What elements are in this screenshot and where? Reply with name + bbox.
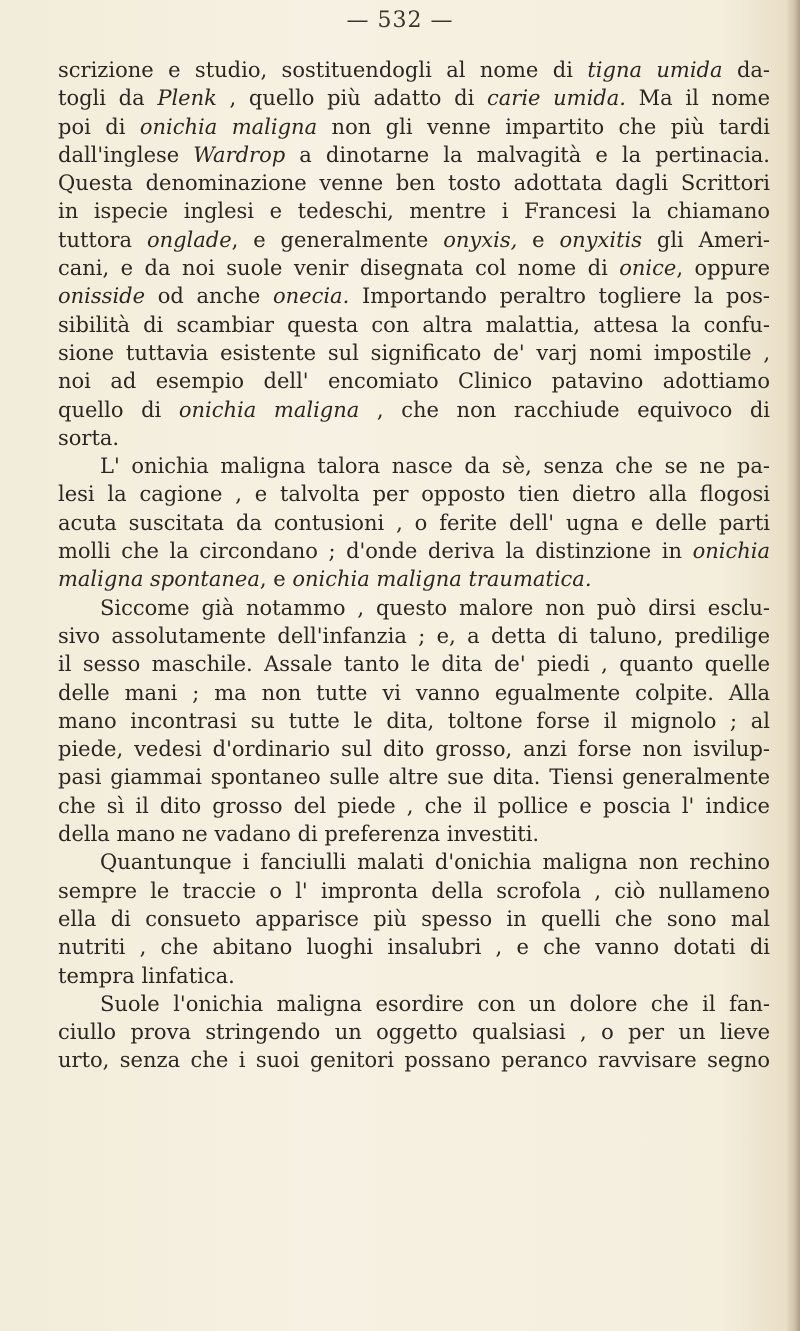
page-edge-shadow: [786, 0, 800, 1331]
text-line: delle mani ; ma non tutte vi vanno egualmente colpite. Alla: [58, 680, 770, 705]
text-line: nutriti , che abitano luoghi insalubri , e che vanno dotati di: [58, 935, 770, 960]
text-line: ella di consueto apparisce più spesso in quelli che sono mal: [58, 906, 770, 931]
paragraph: [58, 848, 770, 989]
text-line: sorta.: [58, 425, 120, 450]
text-line: maligna spontanea, e onichia maligna traumatica.: [58, 567, 592, 592]
text-line: Suole l'onichia maligna esordire con un dolore che il fan-: [100, 991, 770, 1016]
text-line: dall'inglese Wardrop a dinotarne la malvagità e la pertinacia.: [58, 142, 770, 167]
text-line: acuta suscitata da contusioni , o ferite dell' ugna e delle parti: [58, 510, 770, 535]
paragraph: [58, 990, 770, 1075]
text-line: lesi la cagione , e talvolta per opposto tien dietro alla flogosi: [58, 482, 770, 507]
text-line: della mano ne vadano di preferenza investiti.: [58, 822, 540, 847]
text-line: pasi giammai spontaneo sulle altre sue dita. Tiensi generalmente: [58, 765, 770, 790]
text-line: cani, e da noi suole venir disegnata col nome di onice, oppure: [58, 256, 770, 281]
text-line: tempra linfatica.: [58, 963, 235, 988]
text-line: tuttora onglade, e generalmente onyxis, e onyxitis gli Ameri-: [58, 227, 771, 252]
paragraph: [58, 56, 770, 452]
text-line: sibilità di scambiar questa con altra malattia, attesa la confu-: [58, 312, 770, 337]
paragraph: [58, 594, 770, 849]
text-line: noi ad esempio dell' encomiato Clinico patavino adottiamo: [58, 369, 770, 394]
text-line: sivo assolutamente dell'infanzia ; e, a detta di taluno, predilige: [58, 623, 770, 648]
text-line: in ispecie inglesi e tedeschi, mentre i Francesi la chiamano: [58, 199, 770, 224]
page-number: — 532 —: [346, 8, 454, 33]
text-line: mano incontrasi su tutte le dita, toltone forse il mignolo ; al: [58, 708, 770, 733]
text-line: Siccome già notammo , questo malore non può dirsi esclu-: [100, 595, 770, 620]
text-line: quello di onichia maligna , che non racchiude equivoco di: [58, 397, 771, 422]
text-line: togli da Plenk , quello più adatto di carie umida. Ma il nome: [58, 86, 770, 111]
text-line: onisside od anche onecia. Importando peraltro togliere la pos-: [58, 284, 770, 309]
text-line: piede, vedesi d'ordinario sul dito grosso, anzi forse non isvilup-: [58, 737, 770, 762]
paragraph: [58, 452, 770, 593]
text-line: L' onichia maligna talora nasce da sè, senza che se ne pa-: [100, 454, 770, 479]
text-line: sione tuttavia esistente sul significato de' varj nomi impostile ,: [58, 340, 770, 365]
text-line: che sì il dito grosso del piede , che il pollice e poscia l' indice: [58, 793, 770, 818]
text-line: Quantunque i fanciulli malati d'onichia maligna non rechino: [100, 850, 770, 875]
text-line: ciullo prova stringendo un oggetto qualsiasi , o per un lieve: [58, 1020, 770, 1045]
text-line: molli che la circondano ; d'onde deriva la distinzione in onichia: [58, 539, 770, 564]
text-line: poi di onichia maligna non gli venne impartito che più tardi: [58, 114, 771, 139]
body-text: [58, 56, 770, 1075]
text-line: scrizione e studio, sostituendogli al nome di tigna umida da-: [58, 58, 771, 82]
text-line: Questa denominazione venne ben tosto adottata dagli Scrittori: [58, 171, 770, 196]
text-line: urto, senza che i suoi genitori possano peranco ravvisare segno: [58, 1048, 770, 1073]
text-line: il sesso maschile. Assale tanto le dita de' piedi , quanto quelle: [58, 652, 770, 677]
text-line: sempre le traccie o l' impronta della scrofola , ciò nullameno: [58, 878, 770, 903]
